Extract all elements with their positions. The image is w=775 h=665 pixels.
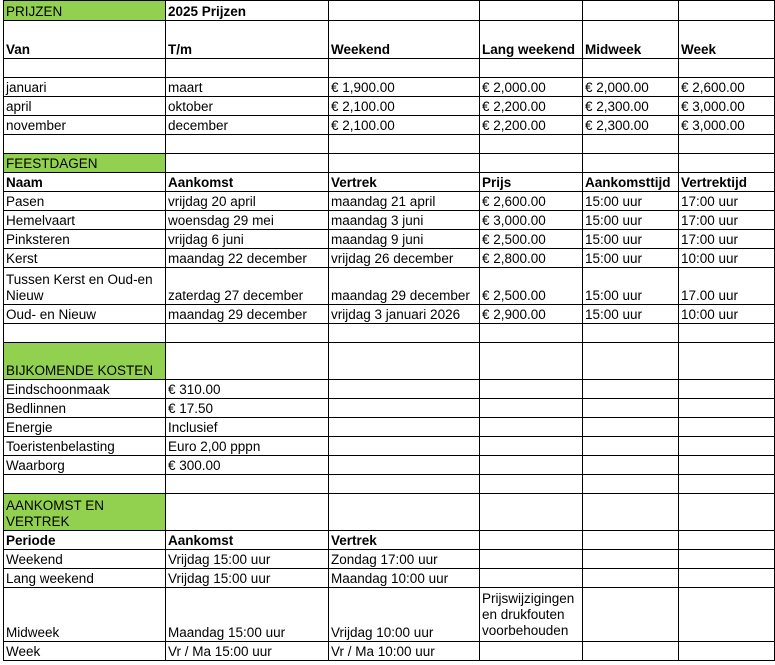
table-cell: oktober xyxy=(166,97,329,116)
table-cell: Pasen xyxy=(4,192,166,211)
table-cell: 17:00 uur xyxy=(679,192,775,211)
table-cell: woensdag 29 mei xyxy=(166,211,329,230)
table-cell: december xyxy=(166,116,329,135)
table-cell: € 3,000.00 xyxy=(679,116,775,135)
table-cell: € 300.00 xyxy=(166,456,329,475)
table-cell: maandag 3 juni xyxy=(329,211,480,230)
table-cell: vrijdag 6 juni xyxy=(166,230,329,249)
prijzen-section-label: PRIJZEN xyxy=(4,1,166,21)
table-cell: Bedlinnen xyxy=(4,399,166,418)
column-header: Vertrek xyxy=(329,531,480,550)
table-row xyxy=(4,249,775,268)
column-header: T/m xyxy=(166,21,329,59)
table-cell: Energie xyxy=(4,418,166,437)
column-header: Aankomsttijd xyxy=(583,173,679,192)
table-row xyxy=(4,230,775,249)
prijzen-year-title: 2025 Prijzen xyxy=(166,1,329,21)
table-cell: 17.00 uur xyxy=(679,268,775,305)
table-cell: 17:00 uur xyxy=(679,230,775,249)
table-cell: april xyxy=(4,97,166,116)
table-cell: 10:00 uur xyxy=(679,249,775,268)
table-cell: € 2,100.00 xyxy=(329,116,480,135)
table-cell: Zondag 17:00 uur xyxy=(329,550,480,569)
disclaimer-note: Prijswijzigingen en drukfouten voorbehouden xyxy=(480,588,583,642)
column-header: Week xyxy=(679,21,775,59)
table-cell: Vrijdag 15:00 uur xyxy=(166,550,329,569)
table-cell: Waarborg xyxy=(4,456,166,475)
column-header: Aankomst xyxy=(166,531,329,550)
table-cell: € 2,000.00 xyxy=(480,78,583,97)
column-header: Weekend xyxy=(329,21,480,59)
column-header: Periode xyxy=(4,531,166,550)
table-cell: Tussen Kerst en Oud-en Nieuw xyxy=(4,268,166,305)
table-cell: 15:00 uur xyxy=(583,211,679,230)
table-row xyxy=(4,456,775,475)
feestdagen-title-row xyxy=(4,154,775,173)
table-cell: Vrijdag 10:00 uur xyxy=(329,588,480,642)
column-header: Lang weekend xyxy=(480,21,583,59)
table-cell: Vr / Ma 15:00 uur xyxy=(166,642,329,661)
table-cell: januari xyxy=(4,78,166,97)
table-cell: Euro 2,00 pppn xyxy=(166,437,329,456)
table-row xyxy=(4,437,775,456)
table-cell: maandag 22 december xyxy=(166,249,329,268)
table-cell: maandag 9 juni xyxy=(329,230,480,249)
table-cell: vrijdag 26 december xyxy=(329,249,480,268)
table-row xyxy=(4,550,775,569)
table-cell: Hemelvaart xyxy=(4,211,166,230)
table-cell: maandag 21 april xyxy=(329,192,480,211)
aankomst-title-row xyxy=(4,494,775,531)
aankomst-header-row xyxy=(4,531,775,550)
table-cell: € 2,500.00 xyxy=(480,230,583,249)
table-cell: maandag 29 december xyxy=(329,268,480,305)
table-cell: € 2,600.00 xyxy=(679,78,775,97)
column-header: Van xyxy=(4,21,166,59)
table-cell: € 2,200.00 xyxy=(480,97,583,116)
table-cell: € 2,000.00 xyxy=(583,78,679,97)
table-cell: november xyxy=(4,116,166,135)
table-cell: Weekend xyxy=(4,550,166,569)
table-cell: 17:00 uur xyxy=(679,211,775,230)
table-row xyxy=(4,97,775,116)
table-cell: Toeristenbelasting xyxy=(4,437,166,456)
table-cell: maandag 29 december xyxy=(166,305,329,324)
table-cell: Maandag 15:00 uur xyxy=(166,588,329,642)
column-header: Aankomst xyxy=(166,173,329,192)
table-cell: € 2,600.00 xyxy=(480,192,583,211)
table-cell: 15:00 uur xyxy=(583,249,679,268)
table-row xyxy=(4,569,775,588)
table-cell: € 1,900.00 xyxy=(329,78,480,97)
table-row xyxy=(4,116,775,135)
table-cell: Midweek xyxy=(4,588,166,642)
table-row xyxy=(4,305,775,324)
table-cell: Inclusief xyxy=(166,418,329,437)
table-cell: Eindschoonmaak xyxy=(4,380,166,399)
table-row xyxy=(4,380,775,399)
column-header: Prijs xyxy=(480,173,583,192)
table-cell: Vrijdag 15:00 uur xyxy=(166,569,329,588)
table-cell: 15:00 uur xyxy=(583,192,679,211)
table-cell: Maandag 10:00 uur xyxy=(329,569,480,588)
table-cell: zaterdag 27 december xyxy=(166,268,329,305)
table-cell: € 17.50 xyxy=(166,399,329,418)
table-row xyxy=(4,211,775,230)
table-cell: maart xyxy=(166,78,329,97)
table-cell: € 2,900.00 xyxy=(480,305,583,324)
table-cell: € 2,200.00 xyxy=(480,116,583,135)
table-row xyxy=(4,642,775,661)
column-header: Naam xyxy=(4,173,166,192)
feestdagen-header-row xyxy=(4,173,775,192)
table-cell: € 2,800.00 xyxy=(480,249,583,268)
prijzen-header-row xyxy=(4,21,775,59)
table-cell: Oud- en Nieuw xyxy=(4,305,166,324)
aankomst-section-label: AANKOMST EN VERTREK xyxy=(4,494,166,531)
table-cell: € 3,000.00 xyxy=(480,211,583,230)
prijzen-title-row xyxy=(4,1,775,21)
table-row xyxy=(4,78,775,97)
table-cell: € 2,500.00 xyxy=(480,268,583,305)
table-cell: € 2,300.00 xyxy=(583,97,679,116)
table-cell: 15:00 uur xyxy=(583,230,679,249)
table-row xyxy=(4,588,775,642)
bijkomende-title-row xyxy=(4,343,775,380)
table-cell: Week xyxy=(4,642,166,661)
table-cell: Pinksteren xyxy=(4,230,166,249)
table-cell: € 3,000.00 xyxy=(679,97,775,116)
table-cell: € 310.00 xyxy=(166,380,329,399)
table-cell: 10:00 uur xyxy=(679,305,775,324)
feestdagen-section-label: FEESTDAGEN xyxy=(4,154,166,173)
table-row xyxy=(4,399,775,418)
table-cell: € 2,100.00 xyxy=(329,97,480,116)
table-cell: € 2,300.00 xyxy=(583,116,679,135)
table-row xyxy=(4,418,775,437)
column-header: Vertrek xyxy=(329,173,480,192)
table-cell: 15:00 uur xyxy=(583,305,679,324)
table-cell: 15:00 uur xyxy=(583,268,679,305)
table-row xyxy=(4,192,775,211)
column-header: Midweek xyxy=(583,21,679,59)
table-row xyxy=(4,268,775,305)
table-cell: vrijdag 3 januari 2026 xyxy=(329,305,480,324)
table-cell: Lang weekend xyxy=(4,569,166,588)
price-sheet xyxy=(3,0,775,661)
column-header: Vertrektijd xyxy=(679,173,775,192)
table-cell: vrijdag 20 april xyxy=(166,192,329,211)
table-cell: Kerst xyxy=(4,249,166,268)
table-cell: Vr / Ma 10:00 uur xyxy=(329,642,480,661)
bijkomende-section-label: BIJKOMENDE KOSTEN xyxy=(4,343,166,380)
